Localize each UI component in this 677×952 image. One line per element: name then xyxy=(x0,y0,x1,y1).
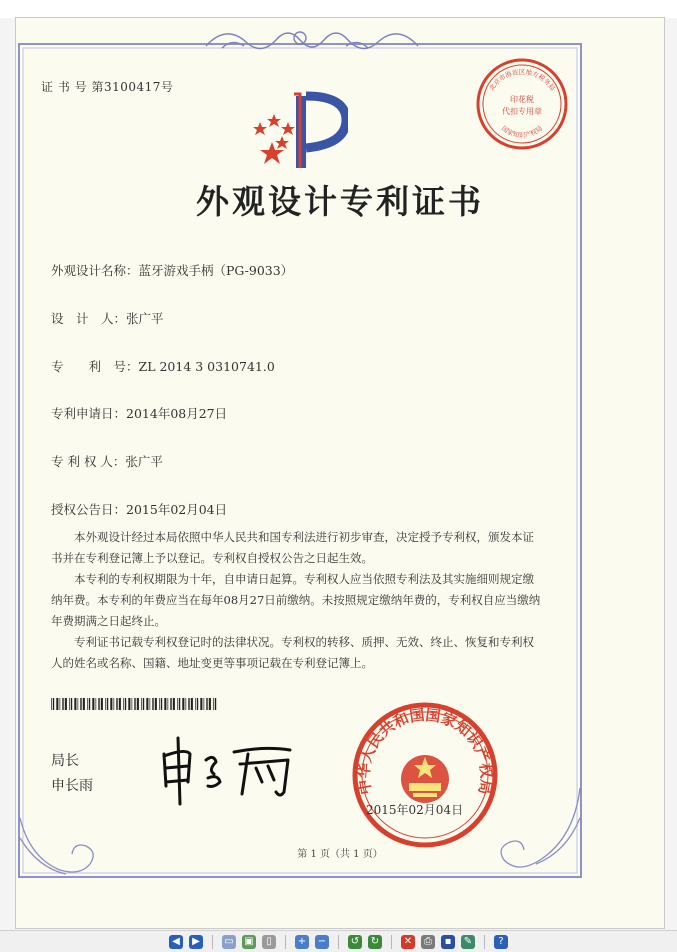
tax-seal-stamp xyxy=(474,56,570,152)
seal-small-mid1: 印花税 xyxy=(510,95,534,104)
slideshow-icon[interactable]: ▣ xyxy=(242,935,256,949)
delete-icon[interactable]: ▯ xyxy=(262,935,276,949)
paragraph-legal-status: 专利证书记载专利权登记时的法律状况。专利权的转移、质押、无效、终止、恢复和专利权人的姓名或名称、国籍、地址变更等事项记载在专利登记簿上。 xyxy=(51,635,534,670)
paragraph-grant: 本外观设计经过本局依照中华人民共和国专利法进行初步审查，决定授予专利权，颁发本证书并在专利登记簿上予以登记。专利权自授权公告之日起生效。 xyxy=(51,530,534,565)
toolbar-separator xyxy=(338,935,339,949)
field-patentee: 专 利 权 人：张广平 xyxy=(51,454,163,469)
paragraph-term: 本专利的专利权期限为十年，自申请日起算。专利权人应当依照专利法及其实施细则规定缴纳年费。本专利的年费应当在每年08月27日前缴纳。未按照规定缴纳年费的，专利权自应当缴纳年费期满之日起终止。 xyxy=(51,572,541,628)
zoom-out-icon[interactable]: − xyxy=(315,935,329,949)
viewer-top-strip xyxy=(0,0,677,18)
fit-page-icon[interactable]: ▭ xyxy=(222,935,236,949)
next-page-icon[interactable]: ▶ xyxy=(189,935,203,949)
toolbar-separator xyxy=(484,935,485,949)
seal-small-top-text: 北京市海淀区地方税务局 xyxy=(487,68,557,93)
national-emblem-icon xyxy=(401,755,449,803)
svg-text:国家知识产权局 xyxy=(500,124,544,140)
seal-big-text: 中华人民共和国国家知识产权局 xyxy=(354,705,496,796)
seal-small-bottom-text: 国家知识产权局 xyxy=(499,124,545,140)
certificate-body xyxy=(51,527,541,674)
svg-text:北京市海淀区地方税务局 xyxy=(487,67,557,93)
field-design-name: 外观设计名称：蓝牙游戏手柄（PG-9033） xyxy=(51,263,294,278)
top-ornament xyxy=(206,32,418,49)
print-icon[interactable]: ⎙ xyxy=(421,935,435,949)
zoom-in-icon[interactable]: + xyxy=(295,935,309,949)
close-icon[interactable]: ✕ xyxy=(401,935,415,949)
director-title: 局长 xyxy=(51,753,79,769)
toolbar-separator xyxy=(212,935,213,949)
certificate-title: 外观设计专利证书 xyxy=(196,182,484,221)
field-patent-number: 专 利 号：ZL 2014 3 0310741.0 xyxy=(51,359,275,374)
barcode xyxy=(51,698,219,710)
certificate-number: 证 书 号 第3100417号 xyxy=(41,80,174,94)
page-number: 第 1 页（共 1 页） xyxy=(297,849,383,860)
help-icon[interactable]: ? xyxy=(494,935,508,949)
director-signature xyxy=(156,734,306,806)
field-application-date: 专利申请日：2014年08月27日 xyxy=(51,406,228,421)
seal-small-mid2: 代扣专用章 xyxy=(502,107,542,116)
cnipa-official-seal xyxy=(351,701,499,849)
toolbar-separator xyxy=(391,935,392,949)
toolbar-separator xyxy=(285,935,286,949)
rotate-left-icon[interactable]: ↺ xyxy=(348,935,362,949)
director-name: 申长雨 xyxy=(51,778,93,794)
patent-certificate xyxy=(16,18,664,928)
edit-icon[interactable]: ✎ xyxy=(461,935,475,949)
field-grant-date: 授权公告日：2015年02月04日 xyxy=(51,502,228,517)
viewer-toolbar xyxy=(0,930,677,952)
prev-page-icon[interactable]: ◀ xyxy=(169,935,183,949)
rotate-right-icon[interactable]: ↻ xyxy=(368,935,382,949)
cnipa-emblem-icon xyxy=(244,90,348,170)
stamp-date: 2015年02月04日 xyxy=(366,803,464,817)
field-designer: 设 计 人：张广平 xyxy=(51,311,164,326)
save-icon[interactable]: ▪ xyxy=(441,935,455,949)
